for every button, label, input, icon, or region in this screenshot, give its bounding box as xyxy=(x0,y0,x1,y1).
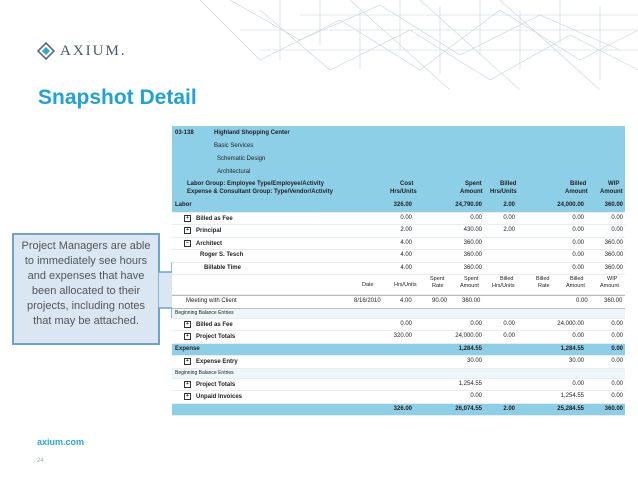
detail-col-date: Date xyxy=(362,282,374,288)
expand-icon[interactable]: + xyxy=(184,358,191,365)
cell-spent: 360.00 xyxy=(463,239,482,246)
cell-bamt: 24,000.00 xyxy=(557,202,584,208)
cell-wip: 0.00 xyxy=(611,358,623,364)
project-name: Highland Shopping Center xyxy=(214,130,290,136)
header-line: Basic Services xyxy=(214,143,254,149)
row-beginning-balance xyxy=(172,309,625,319)
cell-wip: 360.00 xyxy=(604,252,623,258)
cell-bamt: 0.00 xyxy=(572,227,584,233)
col-billed-1: Billed xyxy=(500,181,517,187)
expand-icon[interactable]: + xyxy=(184,321,191,328)
cell-wip: 0.00 xyxy=(611,333,623,339)
cell-cost: 326.00 xyxy=(393,202,412,208)
cell-billed: 2.00 xyxy=(503,227,515,233)
cell-wip: 0.00 xyxy=(611,380,623,387)
cell-spent: 24,790.00 xyxy=(455,202,482,208)
cell-spent: 1,284.55 xyxy=(458,345,482,352)
cell-bamt: 0.00 xyxy=(572,239,584,246)
page-number: 24 xyxy=(37,458,44,464)
col-bamt-2: Amount xyxy=(565,189,588,195)
entry-wip: 360.00 xyxy=(604,298,623,304)
callout-text: Project Managers are able to immediately see hours and expenses that have been allocated to their projects, including notes that may be attached. xyxy=(21,240,151,327)
cell-billed: 2.00 xyxy=(503,202,515,208)
cell-spent: 0.00 xyxy=(470,393,482,399)
footer-url: axium.com xyxy=(37,437,85,447)
collapse-icon[interactable]: − xyxy=(184,240,191,247)
header-line: Schematic Design xyxy=(217,156,266,162)
detail-col-srate-1: Spent xyxy=(430,276,445,282)
axium-logo-icon xyxy=(37,42,55,60)
cell-wip: 0.00 xyxy=(611,214,623,221)
col-cost-1: Cost xyxy=(400,181,414,187)
cell-spent: 30.00 xyxy=(466,358,482,364)
detail-col-samt-2: Amount xyxy=(460,283,479,289)
cell-wip: 360.00 xyxy=(604,239,623,246)
cell-bamt: 25,284.55 xyxy=(557,405,584,412)
row-label: Billed as Fee xyxy=(196,321,233,328)
cell-bamt: 0.00 xyxy=(572,333,584,339)
cell-cost: 2.00 xyxy=(400,227,412,233)
row-label: Expense xyxy=(175,345,200,352)
project-code: 03-138 xyxy=(175,130,194,136)
cell-spent: 0.00 xyxy=(470,320,482,327)
row-employee[interactable] xyxy=(172,250,625,263)
cell-wip: 0.00 xyxy=(611,227,623,233)
col-spent-1: Spent xyxy=(465,181,482,187)
cell-spent: 24,000.00 xyxy=(455,333,482,339)
cell-bamt: 0.00 xyxy=(572,214,584,221)
col-bamt-1: Billed xyxy=(570,181,587,187)
expand-icon[interactable]: + xyxy=(184,381,191,388)
cell-cost: 4.00 xyxy=(400,264,412,271)
cell-bamt: 30.00 xyxy=(568,358,584,364)
row-activity[interactable] xyxy=(172,263,625,276)
cell-spent: 1,254.55 xyxy=(458,380,482,387)
row-principal[interactable] xyxy=(172,225,625,238)
cell-cost: 326.00 xyxy=(393,405,412,412)
row-project-totals[interactable] xyxy=(172,331,625,344)
row-project-totals-2[interactable] xyxy=(172,379,625,392)
cell-wip: 360.00 xyxy=(604,405,623,412)
row-beginning-balance-2 xyxy=(172,369,625,379)
cell-bamt: 1,284.55 xyxy=(560,345,584,352)
col-cost-2: Hrs/Units xyxy=(390,189,417,195)
cell-wip: 360.00 xyxy=(604,202,623,208)
row-label: Principal xyxy=(196,228,222,235)
row-billed-as-fee-2[interactable] xyxy=(172,319,625,332)
entry-rate: 90.00 xyxy=(432,298,448,304)
col-wip-2: Amount xyxy=(600,189,623,195)
slide-title: Snapshot Detail xyxy=(38,86,197,109)
row-label: Billable Time xyxy=(204,264,241,271)
axium-logo xyxy=(37,42,127,60)
expand-icon[interactable]: + xyxy=(184,333,191,340)
detail-col-bamt-2: Amount xyxy=(566,283,585,289)
cell-spent: 430.00 xyxy=(463,227,482,233)
cell-wip: 0.00 xyxy=(611,345,623,352)
expand-icon[interactable]: + xyxy=(184,215,191,222)
row-label: Roger S. Tesch xyxy=(200,252,244,258)
cell-bamt: 1,254.55 xyxy=(560,393,584,399)
entry-amount: 360.00 xyxy=(462,298,481,304)
col-billed-2: Hrs/Units xyxy=(490,189,517,195)
detail-header-row xyxy=(172,275,625,295)
cell-spent: 360.00 xyxy=(463,264,482,271)
row-label: Project Totals xyxy=(196,334,236,341)
row-expense[interactable] xyxy=(172,344,625,357)
report-header xyxy=(172,126,625,200)
detail-col-wip-1: WIP xyxy=(607,276,618,282)
header-line: Architectural xyxy=(217,169,251,175)
cell-billed: 0.00 xyxy=(503,214,515,221)
cell-cost: 0.00 xyxy=(400,214,412,221)
detail-col-srate-2: Rate xyxy=(432,283,444,289)
logo-text: AXIUM. xyxy=(60,42,127,59)
row-label: Beginning Balance Entries xyxy=(175,369,234,376)
row-billed-as-fee[interactable] xyxy=(172,213,625,226)
row-label: Labor xyxy=(175,202,192,208)
cell-wip: 0.00 xyxy=(611,393,623,399)
entry-hrs: 4.00 xyxy=(400,298,412,304)
entry-bamt: 0.00 xyxy=(576,298,588,304)
group-label-1: Labor Group: Employee Type/Employee/Activity xyxy=(187,181,324,187)
detail-col-brate-2: Rate xyxy=(538,283,550,289)
detail-col-bhrs-1: Billed xyxy=(500,276,514,282)
cell-spent: 360.00 xyxy=(463,252,482,258)
cell-wip: 0.00 xyxy=(611,320,623,327)
detail-col-bhrs-2: Hrs/Units xyxy=(492,283,515,289)
cell-cost: 4.00 xyxy=(400,252,412,258)
row-expense-entry[interactable] xyxy=(172,356,625,369)
group-label-2: Expense & Consultant Group: Type/Vendor/Activity xyxy=(187,189,333,195)
snapshot-report xyxy=(172,126,625,416)
row-label: Project Totals xyxy=(196,381,236,388)
row-label: Unpaid Invoices xyxy=(196,394,243,401)
row-label: Beginning Balance Entries xyxy=(175,309,234,316)
cell-billed: 0.00 xyxy=(503,320,515,327)
detail-entry-row[interactable] xyxy=(172,295,625,309)
row-grand-total xyxy=(172,404,625,417)
cell-bamt: 0.00 xyxy=(572,252,584,258)
detail-col-samt-1: Spent xyxy=(464,276,479,282)
cell-spent: 26,074.55 xyxy=(455,405,482,412)
callout-box xyxy=(12,233,160,345)
cell-bamt: 0.00 xyxy=(572,264,584,271)
detail-col-wip-2: Amount xyxy=(600,283,619,289)
row-label: Architect xyxy=(196,240,223,247)
cell-wip: 360.00 xyxy=(604,264,623,271)
expand-icon[interactable]: + xyxy=(184,393,191,400)
row-unpaid-invoices[interactable] xyxy=(172,391,625,404)
detail-col-hrs: Hrs/Units xyxy=(394,282,417,288)
cell-spent: 0.00 xyxy=(470,214,482,221)
entry-note: Meeting with Client xyxy=(186,298,237,304)
detail-col-bamt-1: Billed xyxy=(570,276,584,282)
cell-cost: 4.00 xyxy=(400,239,412,246)
row-label: Expense Entry xyxy=(196,359,238,366)
cell-billed: 2.00 xyxy=(503,405,515,412)
expand-icon[interactable]: + xyxy=(184,227,191,234)
col-wip-1: WIP xyxy=(608,181,620,187)
row-label: Billed as Fee xyxy=(196,215,233,222)
entry-date: 8/16/2010 xyxy=(354,298,381,304)
cell-bamt: 0.00 xyxy=(572,380,584,387)
cell-cost: 0.00 xyxy=(400,320,412,327)
cell-bamt: 24,000.00 xyxy=(557,320,584,327)
cell-billed: 0.00 xyxy=(503,333,515,339)
row-architect[interactable] xyxy=(172,238,625,251)
cell-cost: 320.00 xyxy=(393,333,412,339)
row-labor[interactable] xyxy=(172,200,625,213)
detail-col-brate-1: Billed xyxy=(536,276,550,282)
col-spent-2: Amount xyxy=(460,189,483,195)
